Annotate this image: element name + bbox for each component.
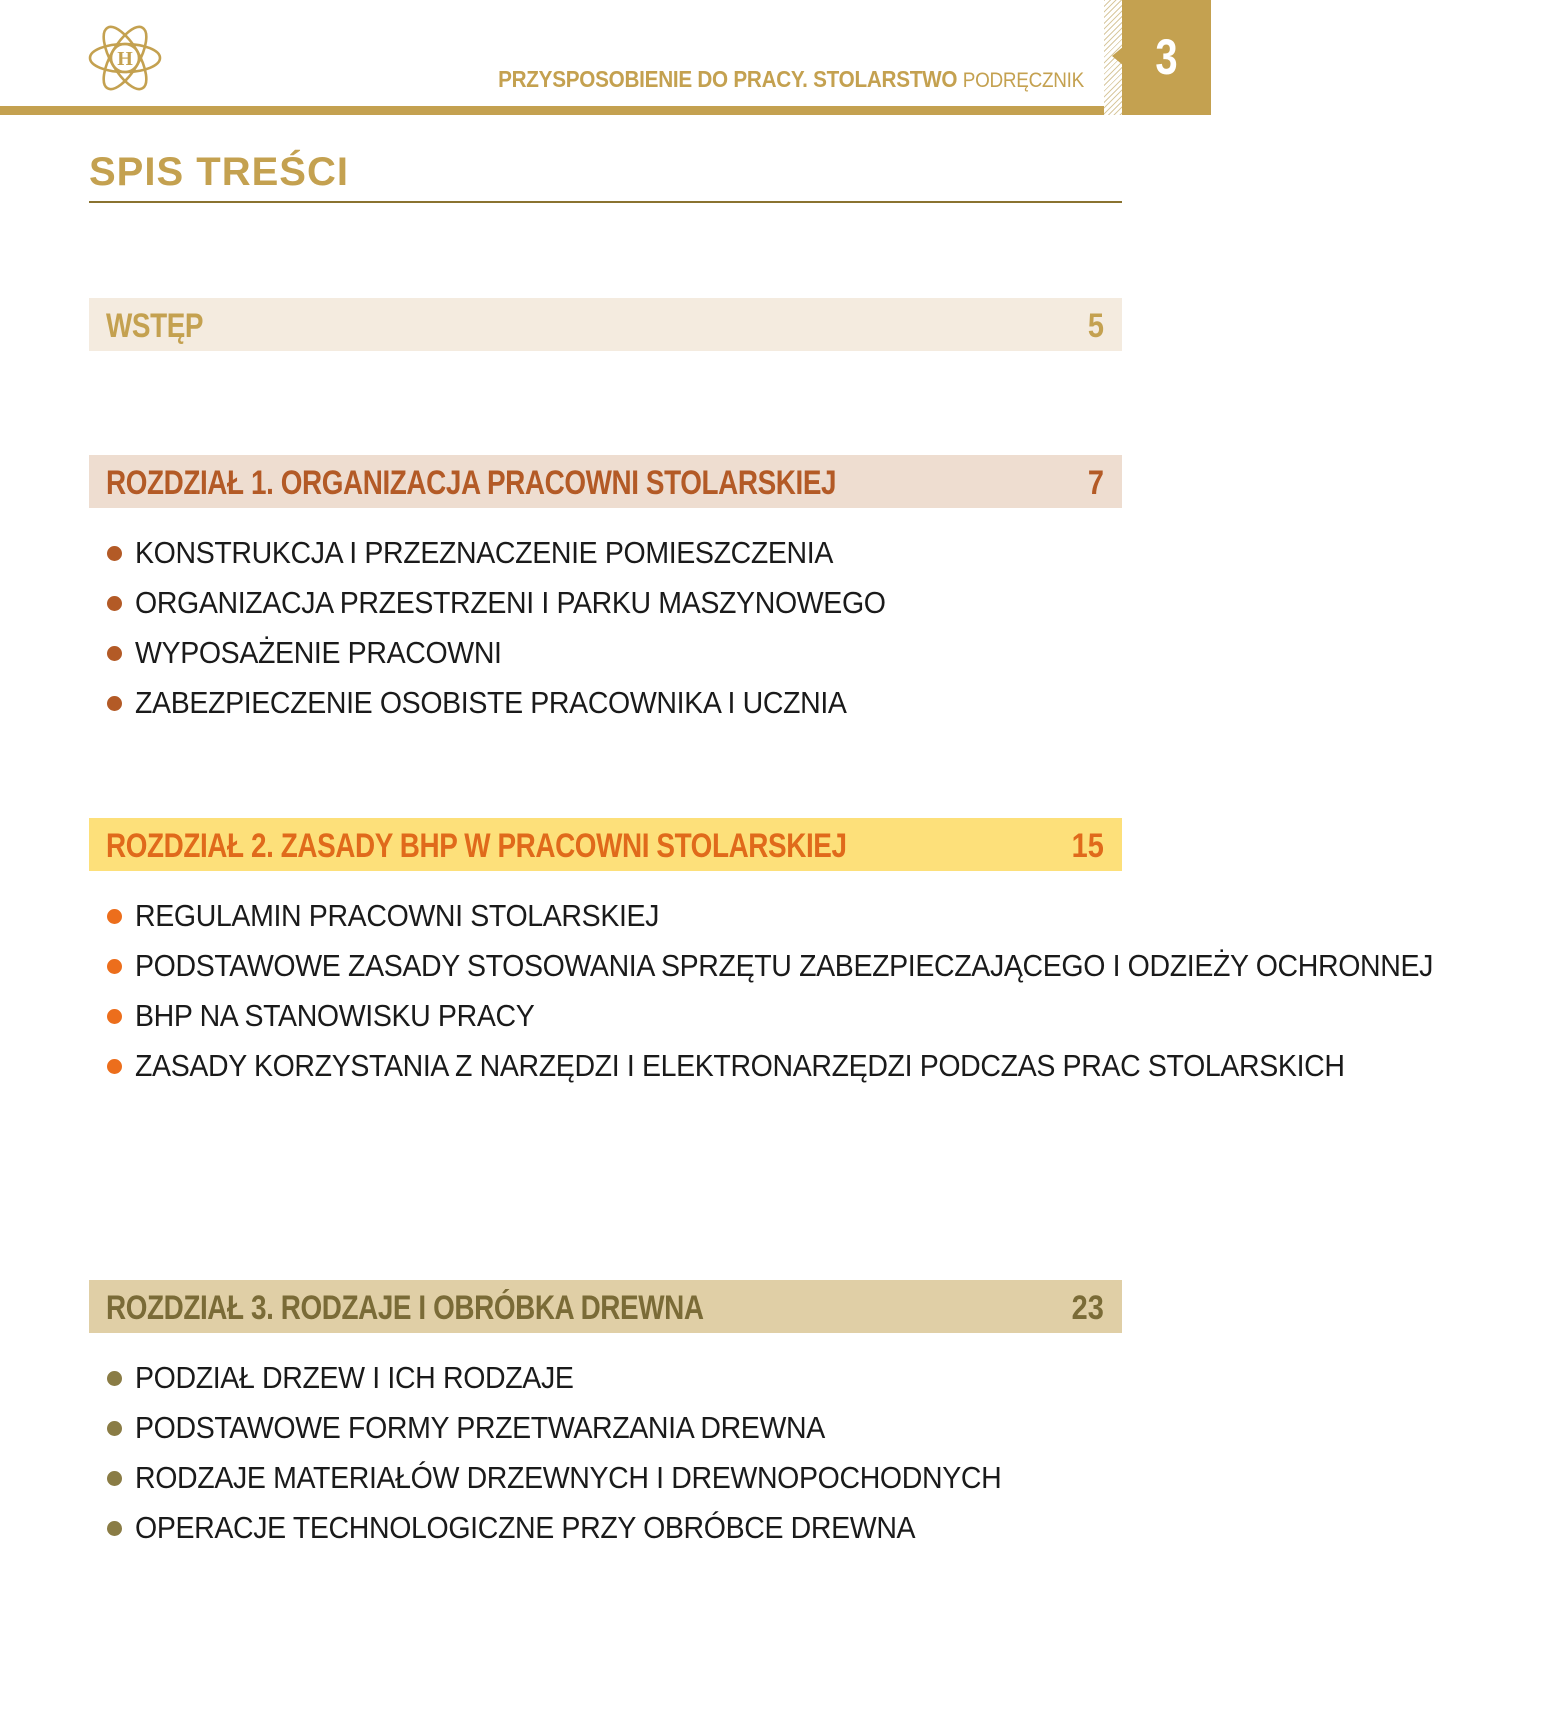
bullet-icon [107,1059,122,1074]
toc-entry-intro[interactable] [89,298,1122,351]
bullet-icon [107,1009,122,1024]
toc-heading-rule [89,201,1122,203]
bullet-icon [107,1471,122,1486]
chapter-2-topics [105,891,1434,1091]
chapter-title: ROZDZIAŁ 3. RODZAJE I OBRÓBKA DREWNA [106,1289,704,1327]
running-header [498,66,1084,93]
toc-entry-title: WSTĘP [106,307,204,345]
bullet-icon [107,646,122,661]
bullet-icon [107,596,122,611]
topic-item[interactable]: PODSTAWOWE FORMY PRZETWARZANIA DREWNA [105,1403,1115,1453]
toc-entry-chapter-2[interactable] [89,818,1122,871]
bullet-icon [107,546,122,561]
chapter-page: 7 [1087,464,1104,502]
logo-letter: H [117,48,133,70]
toc-entry-page: 5 [1087,307,1104,345]
bullet-icon [107,909,122,924]
chapter-title: ROZDZIAŁ 2. ZASADY BHP W PRACOWNI STOLARSKIEJ [106,827,847,865]
topic-item[interactable]: ORGANIZACJA PRZESTRZENI I PARKU MASZYNOWEGO [105,578,1115,628]
topic-item[interactable]: ZABEZPIECZENIE OSOBISTE PRACOWNIKA I UCZNIA [105,678,1115,728]
bullet-icon [107,1371,122,1386]
chapter-title: ROZDZIAŁ 1. ORGANIZACJA PRACOWNI STOLARSKIEJ [106,464,837,502]
chapter-page: 23 [1071,1289,1104,1327]
topic-item[interactable]: PODZIAŁ DRZEW I ICH RODZAJE [105,1353,1115,1403]
topic-item[interactable]: KONSTRUKCJA I PRZEZNACZENIE POMIESZCZENIA [105,528,1115,578]
book-subtitle: PODRĘCZNIK [962,69,1084,92]
topic-item[interactable]: ZASADY KORZYSTANIA Z NARZĘDZI I ELEKTRONARZĘDZI PODCZAS PRAC STOLARSKICH [105,1041,1115,1091]
toc-entry-chapter-3[interactable] [89,1280,1122,1333]
chapter-3-topics [105,1353,1115,1553]
topic-item[interactable]: BHP NA STANOWISKU PRACY [105,991,1115,1041]
topic-item[interactable]: OPERACJE TECHNOLOGICZNE PRZY OBRÓBCE DREWNA [105,1503,1115,1553]
bullet-icon [107,696,122,711]
bullet-icon [107,1421,122,1436]
bullet-icon [107,1521,122,1536]
topic-item[interactable]: RODZAJE MATERIAŁÓW DRZEWNYCH I DREWNOPOCHODNYCH [105,1453,1115,1503]
toc-heading: SPIS TREŚCI [89,150,349,194]
topic-item[interactable]: REGULAMIN PRACOWNI STOLARSKIEJ [105,891,1115,941]
header-rule [0,106,1104,115]
page-number: 3 [1155,29,1178,85]
publisher-logo [87,20,163,96]
topic-item[interactable]: WYPOSAŻENIE PRACOWNI [105,628,1115,678]
topic-item[interactable]: PODSTAWOWE ZASADY STOSOWANIA SPRZĘTU ZABEZPIECZAJĄCEGO I ODZIEŻY OCHRONNEJ [105,941,1115,991]
bullet-icon [107,959,122,974]
book-title: PRZYSPOSOBIENIE DO PRACY. STOLARSTWO [498,66,958,92]
toc-entry-chapter-1[interactable] [89,455,1122,508]
chapter-page: 15 [1071,827,1104,865]
chapter-1-topics [105,528,1115,728]
